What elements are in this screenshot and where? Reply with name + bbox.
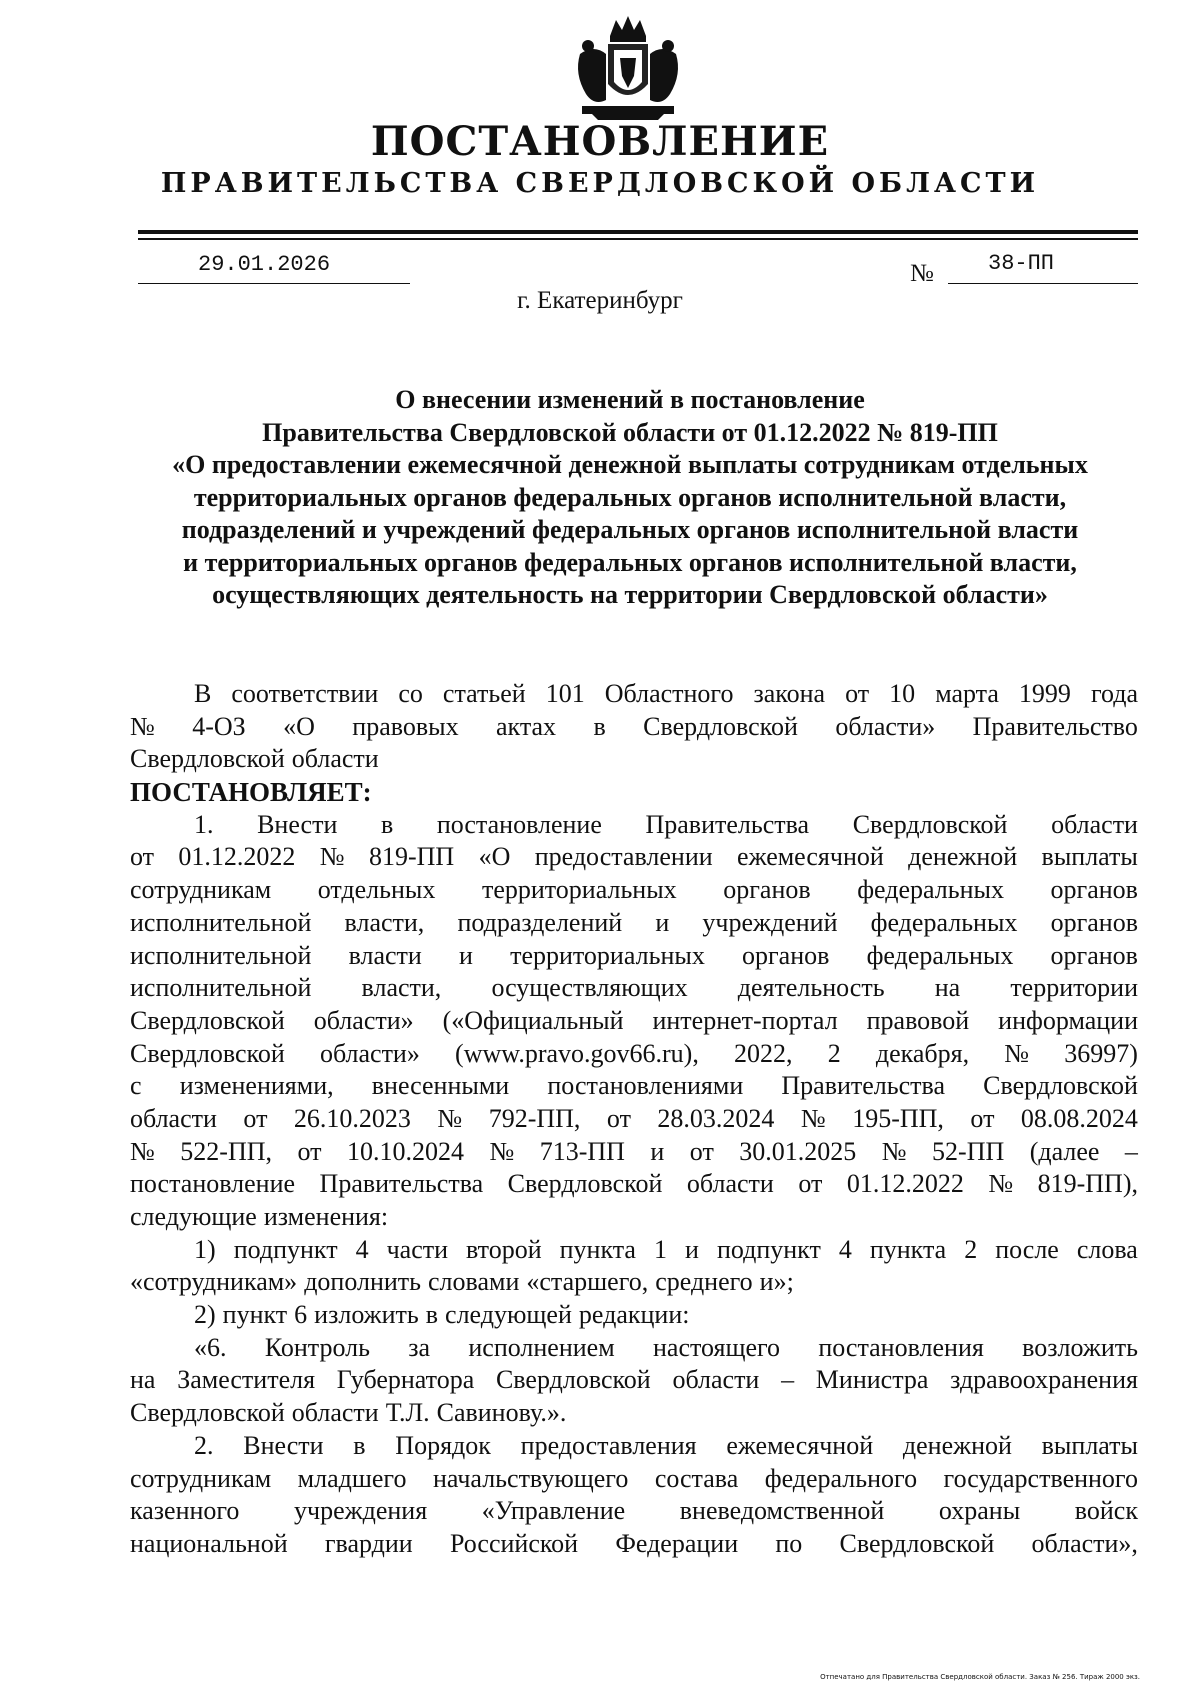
header-rule-thick	[138, 230, 1138, 234]
body-line: 2. Внести в Порядок предоставления ежемесячной денежной выплаты	[194, 1430, 1138, 1460]
body-line: «6. Контроль за исполнением настоящего постановления возложить	[194, 1332, 1138, 1362]
body-line: от 01.12.2022 № 819-ПП «О предоставлении ежемесячной денежной выплаты	[130, 842, 1138, 872]
body-line: Свердловской области» («Официальный интернет-портал правовой информации	[130, 1005, 1138, 1035]
document-number: 38-ПП	[988, 251, 1055, 276]
document-body	[130, 678, 1138, 1561]
body-line: казенного учреждения «Управление вневедомственной охраны войск	[130, 1496, 1138, 1526]
document-heading	[120, 384, 1140, 612]
body-line: постановление Правительства Свердловской области от 01.12.2022 № 819-ПП),	[130, 1169, 1138, 1199]
body-line: области от 26.10.2023 № 792-ПП, от 28.03.2024 № 195-ПП, от 08.08.2024	[130, 1103, 1138, 1133]
document-date: 29.01.2026	[198, 252, 331, 277]
body-line: Свердловской области Т.Л. Савинову.».	[130, 1398, 567, 1428]
body-line: 1) подпункт 4 части второй пункта 1 и подпункт 4 пункта 2 после слова	[194, 1234, 1138, 1264]
body-line: на Заместителя Губернатора Свердловской области – Министра здравоохранения	[130, 1365, 1138, 1395]
number-underline	[948, 283, 1138, 284]
body-line: В соответствии со статьей 101 Областного закона от 10 марта 1999 года	[194, 679, 1138, 708]
heading-line: территориальных органов федеральных органов исполнительной власти,	[193, 482, 1067, 512]
document-city: г. Екатеринбург	[517, 287, 683, 314]
body-line: 2) пункт 6 изложить в следующей редакции:	[194, 1300, 690, 1330]
heading-line: Правительства Свердловской области от 01.12.2022 № 819-ПП	[262, 417, 998, 447]
body-line: национальной гвардии Российской Федерации по Свердловской области»,	[130, 1528, 1138, 1558]
document-subtitle: ПРАВИТЕЛЬСТВА СВЕРДЛОВСКОЙ ОБЛАСТИ	[160, 168, 1040, 199]
date-underline	[138, 283, 410, 284]
body-line: исполнительной власти, подразделений и учреждений федеральных органов	[130, 907, 1138, 937]
body-line: исполнительной власти, осуществляющих деятельность на территории	[130, 973, 1138, 1003]
heading-line: и территориальных органов федеральных органов исполнительной власти,	[183, 547, 1077, 577]
body-line: «сотрудникам» дополнить словами «старшего, среднего и»;	[130, 1267, 794, 1297]
heading-line: подразделений и учреждений федеральных органов исполнительной власти	[181, 515, 1079, 544]
body-line: с изменениями, внесенными постановлениями Правительства Свердловской	[130, 1071, 1138, 1101]
body-line: № 522-ПП, от 10.10.2024 № 713-ПП и от 30.01.2025 № 52-ПП (далее –	[130, 1136, 1138, 1166]
heading-line: О внесении изменений в постановление	[395, 385, 865, 414]
body-line: Свердловской области» (www.pravo.gov66.ru), 2022, 2 декабря, № 36997)	[130, 1038, 1138, 1068]
body-line: ПОСТАНОВЛЯЕТ:	[130, 777, 372, 808]
number-sign: №	[910, 260, 934, 287]
body-line: сотрудникам отдельных территориальных органов федеральных органов	[130, 875, 1138, 905]
body-line: сотрудникам младшего начальствующего состава федерального государственного	[130, 1463, 1138, 1493]
document-title: ПОСТАНОВЛЕНИЕ	[370, 118, 830, 165]
body-line: № 4-ОЗ «О правовых актах в Свердловской области» Правительство	[130, 711, 1138, 741]
heading-line: осуществляющих деятельность на территории Свердловской области»	[212, 580, 1048, 609]
body-line: следующие изменения:	[130, 1202, 389, 1231]
body-line: Свердловской области	[130, 744, 379, 774]
heading-line: «О предоставлении ежемесячной денежной выплаты сотрудникам отдельных	[172, 450, 1088, 479]
print-note: Отпечатано для Правительства Свердловской области. Заказ № 256. Тираж 2000 экз.	[820, 1673, 1140, 1681]
header-rule-thin	[138, 238, 1138, 240]
coat-of-arms-icon	[568, 14, 688, 122]
body-line: исполнительной власти и территориальных органов федеральных органов	[130, 940, 1138, 970]
body-line: 1. Внести в постановление Правительства Свердловской области	[194, 809, 1138, 839]
